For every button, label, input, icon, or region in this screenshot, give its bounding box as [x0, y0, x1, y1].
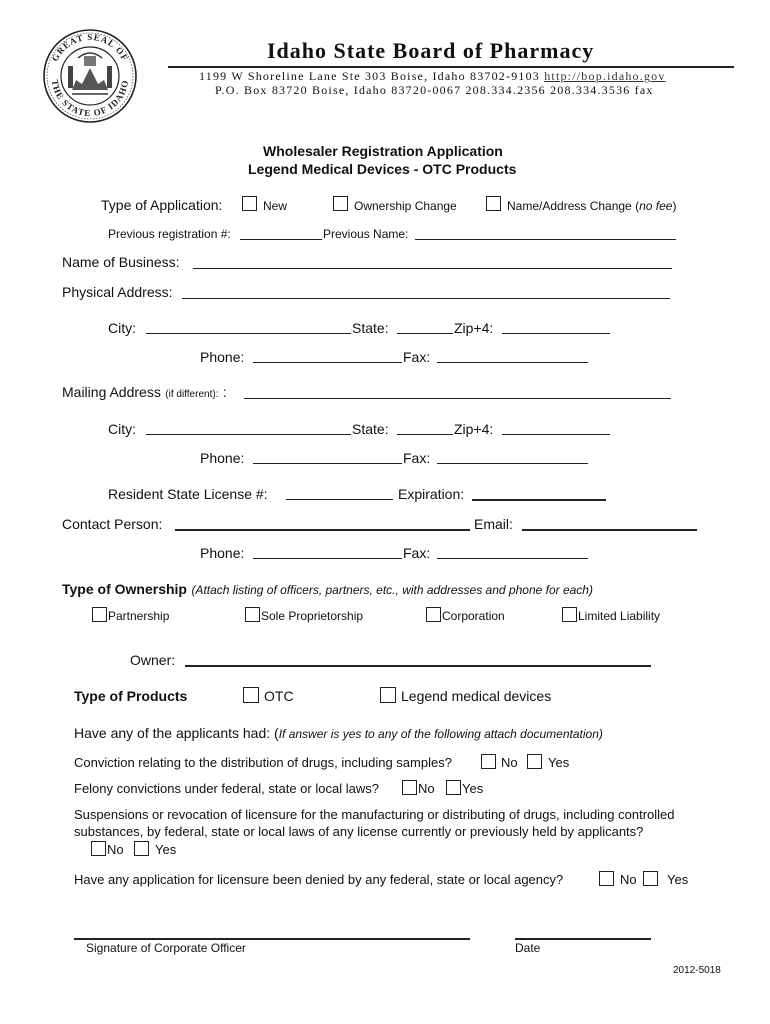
seal-text-bottom: THE STATE OF IDAHO	[49, 78, 131, 119]
own-llc-checkbox[interactable]	[562, 607, 577, 622]
previous-registration-field[interactable]	[240, 239, 322, 240]
phone-label: Phone:	[200, 349, 245, 365]
q4-no-label: No	[620, 872, 637, 887]
q1-no-label: No	[501, 755, 518, 770]
own-partnership-label: Partnership	[108, 609, 170, 623]
q1-yes-label: Yes	[548, 755, 570, 770]
prod-otc-label: OTC	[264, 688, 294, 704]
mailing-state-field[interactable]	[397, 434, 453, 435]
form-title: Wholesaler Registration Application	[263, 143, 503, 159]
header-rule	[168, 66, 734, 68]
own-corporation-label: Corporation	[442, 609, 505, 623]
prod-otc-checkbox[interactable]	[243, 687, 259, 703]
prod-legend-label: Legend medical devices	[401, 688, 552, 704]
app-name-address-change-label	[507, 199, 676, 213]
type-of-application-label: Type of Application:	[101, 197, 223, 213]
own-llc-label: Limited Liability	[578, 609, 661, 623]
question-3-line-1: Suspensions or revocation of licensure for the manufacturing or distributing of drugs, including controlled	[74, 807, 675, 822]
have-any-note: If answer is yes to any of the following attach documentation)	[278, 727, 603, 741]
question-4: Have any application for licensure been denied by any federal, state or local agency?	[74, 872, 564, 887]
contact-phone-field[interactable]	[253, 558, 402, 559]
contact-phone-label: Phone:	[200, 545, 245, 561]
name-address-change-text: Name/Address Change (	[507, 199, 640, 213]
have-any-text: Have any of the applicants had: (	[74, 725, 279, 741]
app-name-address-change-checkbox[interactable]	[486, 196, 501, 211]
form-subtitle: Legend Medical Devices - OTC Products	[248, 161, 517, 177]
fax-field[interactable]	[437, 362, 588, 363]
street-address: 1199 W Shoreline Lane Ste 303 Boise, Idaho 83702-9103	[199, 69, 541, 83]
q1-no-checkbox[interactable]	[481, 754, 496, 769]
resident-license-label: Resident State License #:	[108, 486, 268, 502]
app-ownership-change-label: Ownership Change	[354, 199, 457, 213]
previous-name-label: Previous Name:	[323, 227, 409, 241]
q1-yes-checkbox[interactable]	[527, 754, 542, 769]
state-label: State:	[352, 320, 389, 336]
mailing-state-label: State:	[352, 421, 389, 437]
q3-yes-checkbox[interactable]	[134, 841, 149, 856]
mailing-address-field[interactable]	[244, 398, 671, 399]
expiration-label: Expiration:	[398, 486, 465, 502]
mailing-address-text: Mailing Address	[62, 384, 161, 400]
type-of-products-label: Type of Products	[74, 688, 188, 704]
owner-label: Owner:	[130, 652, 176, 668]
email-label: Email:	[474, 516, 513, 532]
city-field[interactable]	[146, 333, 351, 334]
signature-label: Signature of Corporate Officer	[86, 941, 246, 955]
applicants-question-heading	[74, 725, 603, 743]
physical-address-field[interactable]	[182, 298, 670, 299]
phone-field[interactable]	[253, 362, 402, 363]
seal-text-top: GREAT SEAL OF	[49, 31, 131, 63]
q3-no-checkbox[interactable]	[91, 841, 106, 856]
mailing-city-field[interactable]	[146, 434, 351, 435]
q4-yes-label: Yes	[667, 872, 689, 887]
website-link[interactable]: http://bop.idaho.gov	[544, 69, 666, 83]
app-new-checkbox[interactable]	[242, 196, 257, 211]
type-of-ownership-heading	[62, 581, 593, 599]
name-of-business-field[interactable]	[193, 268, 672, 269]
contact-person-label: Contact Person:	[62, 516, 163, 532]
own-corporation-checkbox[interactable]	[426, 607, 441, 622]
date-field[interactable]	[515, 938, 651, 940]
mailing-city-label: City:	[108, 421, 136, 437]
contact-fax-field[interactable]	[437, 558, 588, 559]
q4-yes-checkbox[interactable]	[643, 871, 658, 886]
fax-label: Fax:	[403, 349, 431, 365]
q2-no-label: No	[418, 781, 435, 796]
no-fee-text: no fee	[639, 199, 673, 213]
app-ownership-change-checkbox[interactable]	[333, 196, 348, 211]
mailing-fax-field[interactable]	[437, 463, 588, 464]
resident-license-field[interactable]	[286, 499, 393, 500]
mailing-fax-label: Fax:	[403, 450, 431, 466]
mailing-address-label	[62, 384, 227, 402]
own-partnership-checkbox[interactable]	[92, 607, 107, 622]
owner-field[interactable]	[185, 665, 651, 667]
question-3-line-2: substances, by federal, state or local laws of any license currently or previously held by applicants?	[74, 824, 644, 839]
state-seal	[42, 28, 138, 124]
zip-field[interactable]	[502, 333, 610, 334]
q2-yes-label: Yes	[462, 781, 484, 796]
if-different-text: (if different):	[165, 389, 219, 400]
question-1: Conviction relating to the distribution of drugs, including samples?	[74, 755, 452, 770]
email-field[interactable]	[522, 529, 697, 531]
q4-no-checkbox[interactable]	[599, 871, 614, 886]
q2-no-checkbox[interactable]	[402, 780, 417, 795]
previous-registration-label: Previous registration #:	[108, 227, 231, 241]
mailing-zip-label: Zip+4:	[454, 421, 494, 437]
previous-name-field[interactable]	[415, 239, 676, 240]
q3-yes-label: Yes	[155, 842, 177, 857]
prod-legend-checkbox[interactable]	[380, 687, 396, 703]
zip-label: Zip+4:	[454, 320, 494, 336]
org-name: Idaho State Board of Pharmacy	[267, 38, 595, 63]
name-of-business-label: Name of Business:	[62, 254, 180, 270]
mailing-colon: :	[222, 384, 227, 400]
ownership-note: (Attach listing of officers, partners, etc., with addresses and phone for each)	[191, 583, 593, 597]
expiration-field[interactable]	[472, 499, 606, 501]
own-sole-checkbox[interactable]	[245, 607, 260, 622]
state-field[interactable]	[397, 333, 453, 334]
mailing-zip-field[interactable]	[502, 434, 610, 435]
signature-field[interactable]	[74, 938, 470, 940]
mailing-phone-label: Phone:	[200, 450, 245, 466]
address-line-2: P.O. Box 83720 Boise, Idaho 83720-0067 208.334.2356 208.334.3536 fax	[215, 83, 654, 97]
q2-yes-checkbox[interactable]	[446, 780, 461, 795]
app-new-label: New	[263, 199, 288, 213]
type-of-ownership-label: Type of Ownership	[62, 581, 187, 597]
question-2: Felony convictions under federal, state or local laws?	[74, 781, 379, 796]
city-label: City:	[108, 320, 136, 336]
physical-address-label: Physical Address:	[62, 284, 173, 300]
contact-fax-label: Fax:	[403, 545, 431, 561]
contact-person-field[interactable]	[175, 529, 470, 531]
own-sole-label: Sole Proprietorship	[261, 609, 364, 623]
close-paren: )	[672, 199, 677, 213]
form-number: 2012-5018	[673, 965, 721, 976]
mailing-phone-field[interactable]	[253, 463, 402, 464]
q3-no-label: No	[107, 842, 124, 857]
address-line-1	[199, 69, 666, 84]
date-label: Date	[515, 941, 541, 955]
